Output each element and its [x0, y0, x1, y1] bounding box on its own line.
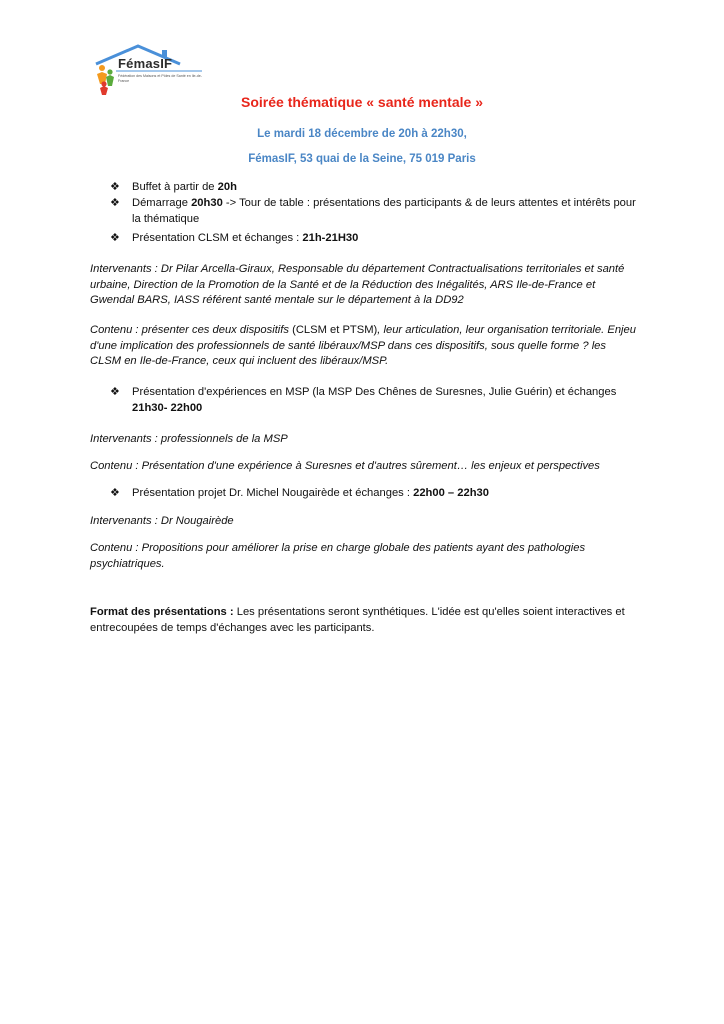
diamond-bullet-icon: ❖ — [110, 386, 120, 398]
intervenants-msp: Intervenants : professionnels de la MSP — [90, 433, 288, 445]
event-place: FémasIF, 53 quai de la Seine, 75 019 Paris — [248, 153, 476, 165]
agenda-text: Présentation d'expériences en MSP (la MSP Des Chênes de Suresnes, Julie Guérin) et échanges — [132, 386, 617, 398]
contenu-clsm-text-a: Contenu : présenter ces deux dispositifs — [90, 324, 293, 336]
agenda-text-after: -> Tour de table : présentations des participants & de leurs attentes et intérêts pour la thématique — [132, 197, 636, 225]
agenda-time: 21h-21H30 — [302, 232, 359, 244]
intervenants-nougairede: Intervenants : Dr Nougairède — [90, 515, 234, 527]
contenu-clsm — [90, 323, 638, 370]
list-item — [110, 180, 640, 196]
list-item — [110, 231, 640, 247]
diamond-bullet-icon: ❖ — [110, 232, 120, 244]
contenu-clsm-text-b: (CLSM et PTSM) — [292, 324, 378, 336]
agenda-text: Présentation CLSM et échanges : — [132, 232, 303, 244]
format-text: Les présentations seront synthétiques. L'idée est qu'elles soient interactives et entrecoupées de temps d'échanges avec les participants. — [90, 606, 625, 634]
agenda-time: 20h30 — [191, 197, 223, 209]
logo-tagline: Fédération des Maisons et Pôles de Santé en Ile-de-France — [118, 74, 202, 83]
contenu-msp: Contenu : Présentation d'une expérience à Suresnes et d'autres sûrement… les enjeux et perspectives — [90, 460, 600, 472]
page-title: Soirée thématique « santé mentale » — [241, 94, 483, 110]
agenda-time: 21h30- 22h00 — [132, 401, 203, 414]
logo-name: FémasIF — [118, 56, 173, 71]
agenda-list-3 — [110, 486, 640, 502]
diamond-bullet-icon: ❖ — [110, 487, 120, 499]
list-item — [110, 385, 640, 416]
format-label: Format des présentations : — [90, 606, 234, 618]
agenda-time: 22h00 – 22h30 — [413, 487, 489, 499]
contenu-nougairede: Contenu : Propositions pour améliorer la prise en charge globale des patients ayant des pathologies psychiatriques. — [90, 542, 586, 570]
agenda-text: Buffet à partir de — [132, 181, 218, 193]
list-item — [110, 196, 640, 231]
format-presentations — [90, 605, 638, 636]
agenda-time: 20h — [217, 181, 237, 193]
femasif-logo — [92, 44, 212, 96]
contenu-clsm-text-c: , leur articulation, leur organisation territoriale. Enjeu d'une implication des professionnels de santé libéraux/MSP dans ces dispositifs, sous quelle forme ? les CLSM en Ile-de-France, ceux qui incluent des libéraux/MSP. — [90, 324, 636, 367]
diamond-bullet-icon: ❖ — [110, 181, 120, 193]
intervenants-clsm: Intervenants : Dr Pilar Arcella-Giraux, Responsable du département Contractualisations territoriales et santé urbaine, Direction de la Promotion de la Santé et de la Réduction des Inégalités, ARS Ile-de-France et Gwendal BARS, IASS référent santé mentale sur le département à la DD92 — [90, 263, 625, 306]
agenda-list-2 — [110, 385, 640, 416]
diamond-bullet-icon: ❖ — [110, 197, 120, 209]
event-date: Le mardi 18 décembre de 20h à 22h30, — [257, 128, 467, 140]
agenda-text: Présentation projet Dr. Michel Nougairède et échanges : — [132, 487, 414, 499]
agenda-list-1 — [110, 180, 640, 247]
list-item — [110, 486, 640, 502]
agenda-text: Démarrage — [132, 197, 192, 209]
